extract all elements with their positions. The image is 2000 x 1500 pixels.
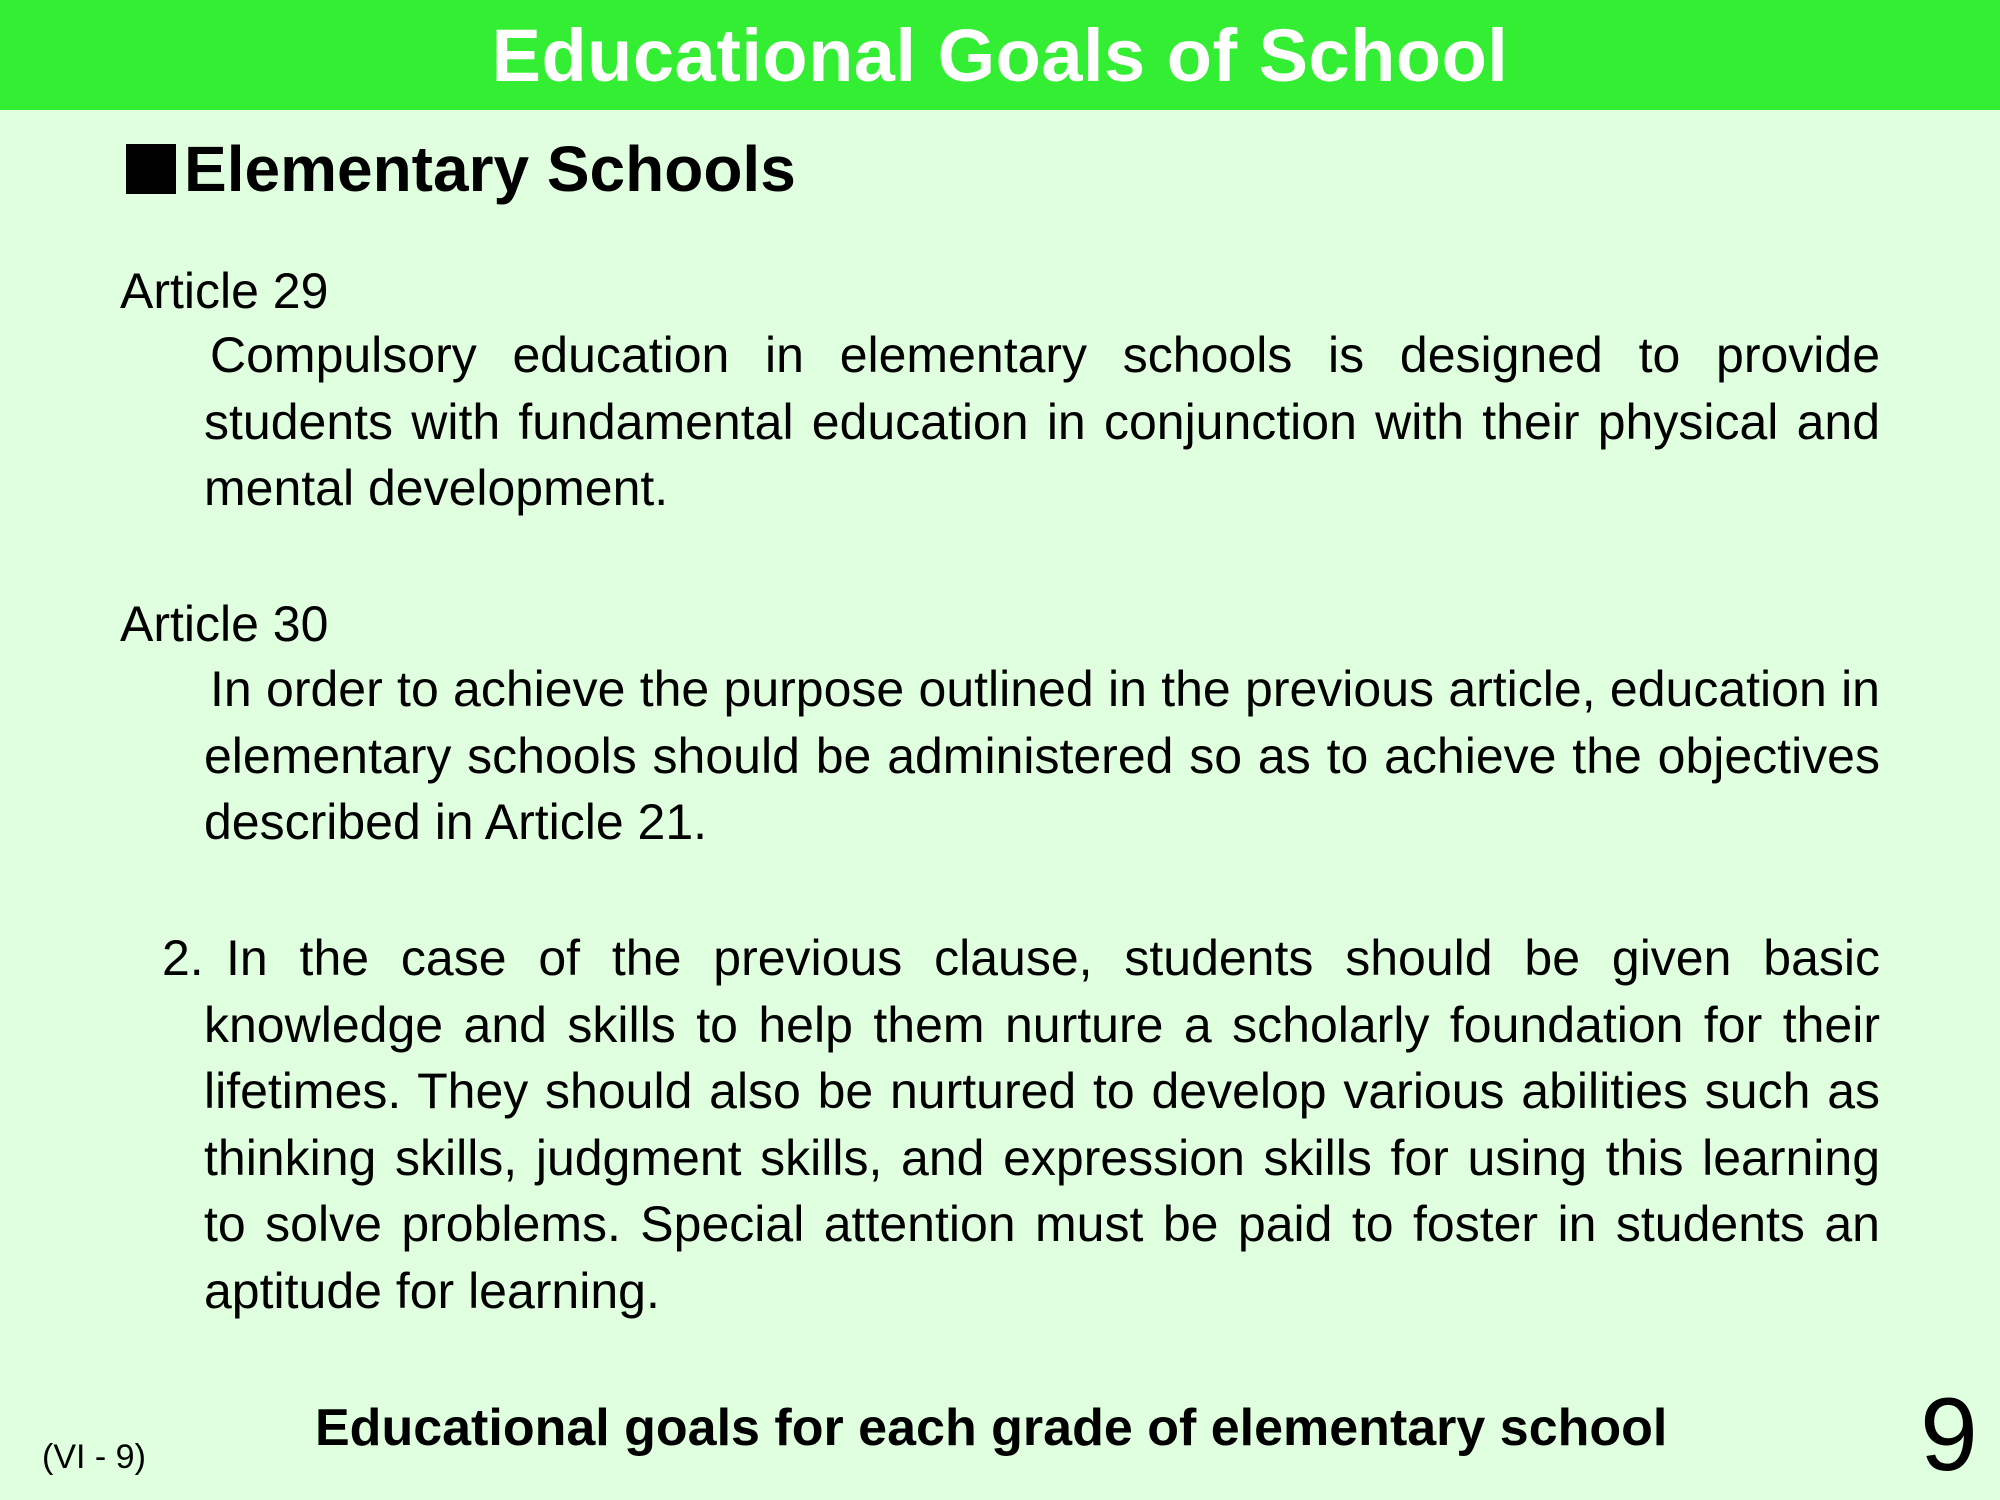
article-29-label: Article 29 bbox=[120, 263, 329, 319]
article-29-text: Compulsory education in elementary schools is designed to provide students with fundamental education in conjunction with their physical and mental development. bbox=[204, 327, 1880, 516]
section-heading-text: Elementary Schools bbox=[184, 133, 796, 205]
article-30-label: Article 30 bbox=[120, 596, 329, 652]
article-30-text: In order to achieve the purpose outlined in the previous article, education in elementary schools should be administered so as to achieve the objectives described in Article 21. bbox=[204, 661, 1880, 850]
section-heading bbox=[126, 132, 796, 206]
clause-number: 2. bbox=[162, 930, 204, 986]
footer-caption: Educational goals for each grade of elementary school bbox=[315, 1399, 1668, 1457]
page-number: 9 bbox=[1920, 1377, 1978, 1493]
square-bullet-icon bbox=[126, 144, 176, 194]
slide-title: Educational Goals of School bbox=[491, 13, 1509, 97]
title-bar bbox=[0, 0, 2000, 110]
clause-text: In the case of the previous clause, students should be given basic knowledge and skills to help them nurture a scholarly foundation for their lifetimes. They should also be nurtured to develop various abilities such as thinking skills, judgment skills, and expression skills for using this learning to solve problems. Special attention must be paid to foster in students an aptitude for learning. bbox=[204, 930, 1880, 1319]
footer-code: (VI - 9) bbox=[42, 1438, 146, 1476]
